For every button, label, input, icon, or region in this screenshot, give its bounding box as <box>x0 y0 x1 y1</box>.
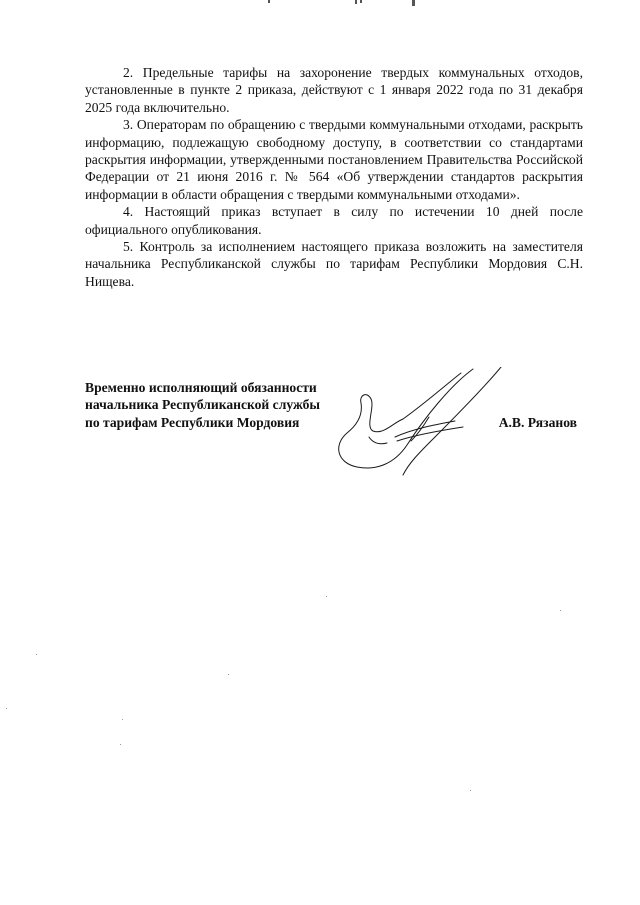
scan-top-marks <box>0 0 640 10</box>
handwritten-signature <box>333 367 513 487</box>
paragraph-2: 2. Предельные тарифы на захоронение твердых коммунальных отходов, установленные в пункте 2 приказа, действуют с 1 января 2022 года по 31 декабря 2025 года включительно. <box>85 65 583 115</box>
signatory-title-line-1: Временно исполняющий обязанности <box>85 380 317 395</box>
signatory-name: А.В. Рязанов <box>498 415 577 430</box>
document-body <box>85 64 583 290</box>
signatory-title <box>85 379 320 431</box>
signatory-title-line-2: начальника Республиканской службы <box>85 397 321 413</box>
signature-block <box>85 379 583 499</box>
paragraph-3: 3. Операторам по обращению с твердыми коммунальными отходами, раскрыть информацию, подлежащую свободному доступу, в соответствии со стандартами раскрытия информации, утвержденными постановлением Правительства Российской Федерации от 21 июня 2016 г. № 564 «Об утверждении стандартов раскрытия информации в области обращения с твердыми коммунальными отходами». <box>85 117 583 202</box>
signatory-title-line-3: по тарифам Республики Мордовия <box>85 414 300 430</box>
paragraph-4: 4. Настоящий приказ вступает в силу по истечении 10 дней после официального опубликования. <box>85 204 583 237</box>
paragraph-5: 5. Контроль за исполнением настоящего приказа возложить на заместителя начальника Республиканской службы по тарифам Республики Мордовия С.Н. Нищева. <box>85 239 583 289</box>
